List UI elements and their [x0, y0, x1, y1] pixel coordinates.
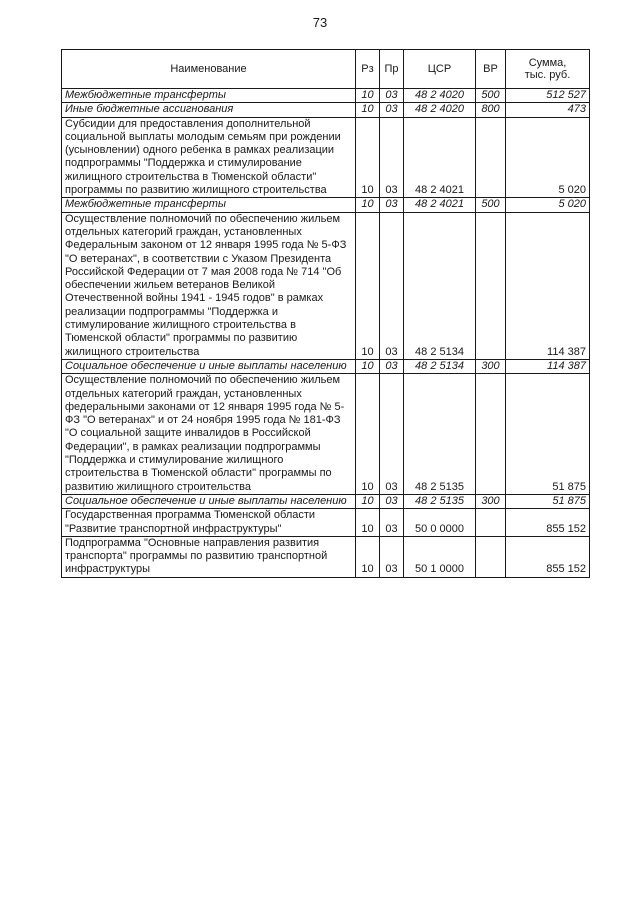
row-rz: 10	[356, 509, 380, 537]
row-csr: 50 0 0000	[404, 509, 476, 537]
header-sum	[506, 50, 590, 89]
row-vr: 300	[476, 494, 506, 508]
row-pr: 03	[380, 536, 404, 577]
row-rz: 10	[356, 494, 380, 508]
row-pr: 03	[380, 103, 404, 117]
row-rz: 10	[356, 359, 380, 373]
row-csr: 48 2 4021	[404, 198, 476, 212]
table-header-row	[62, 50, 590, 89]
row-sum: 473	[506, 103, 590, 117]
row-rz: 10	[356, 103, 380, 117]
table-row	[62, 374, 590, 495]
row-pr: 03	[380, 89, 404, 103]
row-rz: 10	[356, 374, 380, 495]
row-name: Иные бюджетные ассигнования	[62, 103, 356, 117]
table-row	[62, 536, 590, 577]
row-pr: 03	[380, 509, 404, 537]
header-rz: Рз	[356, 50, 380, 89]
row-sum: 5 020	[506, 198, 590, 212]
row-csr: 50 1 0000	[404, 536, 476, 577]
header-sum-line1: Сумма,	[528, 57, 567, 69]
row-rz: 10	[356, 212, 380, 359]
table-row	[62, 359, 590, 373]
row-rz: 10	[356, 198, 380, 212]
row-name: Социальное обеспечение и иные выплаты населению	[62, 359, 356, 373]
row-csr: 48 2 4020	[404, 89, 476, 103]
row-vr	[476, 509, 506, 537]
row-name: Осуществление полномочий по обеспечению жильем отдельных категорий граждан, установленных федеральными законами от 12 января 1995 года № 5-ФЗ "О ветеранах" и от 24 ноября 1995 года № 181-ФЗ "О социальной защите инвалидов в Российской Федерации", в рамках реализации подпрограммы "Поддержка и стимулирование жилищного строительства в Тюменской области" программы по развитию жилищного строительства	[62, 374, 356, 495]
table-row	[62, 509, 590, 537]
table-row	[62, 89, 590, 103]
table-row	[62, 198, 590, 212]
row-pr: 03	[380, 198, 404, 212]
table-row	[62, 494, 590, 508]
row-csr: 48 2 5135	[404, 374, 476, 495]
row-vr: 500	[476, 198, 506, 212]
page-number: 73	[312, 15, 328, 30]
header-csr: ЦСР	[404, 50, 476, 89]
row-name: Осуществление полномочий по обеспечению жильем отдельных категорий граждан, установленных Федеральным законом от 12 января 1995 года № 5-ФЗ "О ветеранах", в соответствии с Указом Президента Российской Федерации от 7 мая 2008 года № 714 "Об обеспечении жильем ветеранов Великой Отечественной войны 1941 - 1945 годов" в рамках реализации подпрограммы "Поддержка и стимулирование жилищного строительства в Тюменской области" программы по развитию жилищного строительства	[62, 212, 356, 359]
row-rz: 10	[356, 117, 380, 198]
row-vr: 500	[476, 89, 506, 103]
row-vr	[476, 536, 506, 577]
row-sum: 512 527	[506, 89, 590, 103]
table-row	[62, 117, 590, 198]
header-vr: ВР	[476, 50, 506, 89]
row-sum: 855 152	[506, 536, 590, 577]
row-name: Межбюджетные трансферты	[62, 198, 356, 212]
row-csr: 48 2 5134	[404, 212, 476, 359]
row-name: Межбюджетные трансферты	[62, 89, 356, 103]
row-csr: 48 2 4020	[404, 103, 476, 117]
row-sum: 855 152	[506, 509, 590, 537]
row-name: Субсидии для предоставления дополнительной социальной выплаты молодым семьям при рождении (усыновлении) одного ребенка в рамках реализации подпрограммы "Поддержка и стимулирование жилищного строительства в Тюменской области" программы по развитию жилищного строительства	[62, 117, 356, 198]
row-vr	[476, 212, 506, 359]
row-pr: 03	[380, 212, 404, 359]
row-sum: 5 020	[506, 117, 590, 198]
row-vr: 800	[476, 103, 506, 117]
row-name: Подпрограмма "Основные направления развития транспорта" программы по развитию транспортной инфраструктуры	[62, 536, 356, 577]
row-vr	[476, 117, 506, 198]
header-name: Наименование	[62, 50, 356, 89]
row-sum: 51 875	[506, 494, 590, 508]
row-pr: 03	[380, 359, 404, 373]
row-sum: 114 387	[506, 212, 590, 359]
row-sum: 114 387	[506, 359, 590, 373]
header-pr: Пр	[380, 50, 404, 89]
row-pr: 03	[380, 374, 404, 495]
header-sum-line2: тыс. руб.	[524, 69, 571, 81]
row-csr: 48 2 5134	[404, 359, 476, 373]
row-sum: 51 875	[506, 374, 590, 495]
table-row	[62, 103, 590, 117]
row-rz: 10	[356, 536, 380, 577]
row-name: Социальное обеспечение и иные выплаты населению	[62, 494, 356, 508]
row-rz: 10	[356, 89, 380, 103]
budget-table	[61, 49, 590, 578]
row-csr: 48 2 4021	[404, 117, 476, 198]
row-pr: 03	[380, 494, 404, 508]
row-pr: 03	[380, 117, 404, 198]
row-vr	[476, 374, 506, 495]
table-row	[62, 212, 590, 359]
row-name: Государственная программа Тюменской области "Развитие транспортной инфраструктуры"	[62, 509, 356, 537]
row-vr: 300	[476, 359, 506, 373]
row-csr: 48 2 5135	[404, 494, 476, 508]
